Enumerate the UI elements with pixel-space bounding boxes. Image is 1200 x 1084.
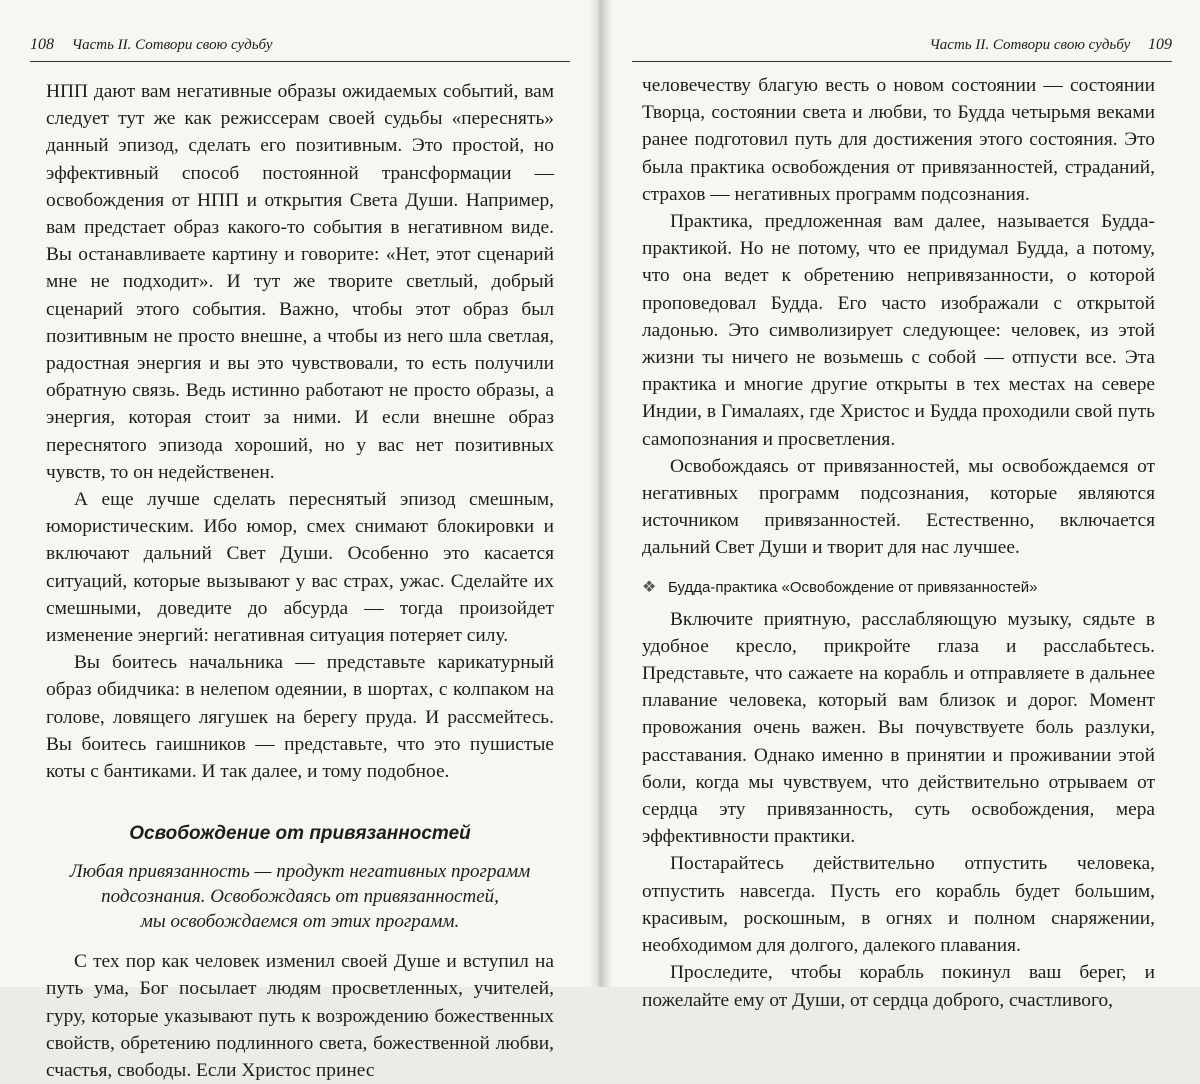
- epigraph-line: подсознания. Освобождаясь от привязанностей,: [101, 886, 499, 908]
- page-number-right: 109: [1148, 36, 1172, 53]
- paragraph: Вы боитесь начальника — представьте карикатурный образ обидчика: в нелепом одеянии, в шортах, с колпаком на голове, ловящего лягушек на берегу пруда. И рассмейтесь. Вы боитесь гаишников — представьте, что это пушистые коты с бантиками. И так далее, и тому подобное.: [46, 652, 554, 783]
- left-body-text: [46, 78, 554, 1084]
- right-body-text: [642, 72, 1155, 1014]
- paragraph: человечеству благую весть о новом состоянии — состоянии Творца, состоянии света и любви, то Будда четырьмя веками ранее подготовил путь для достижения этого состояния. Это была практика освобождения от привязанностей, страданий, страхов — негативных программ подсознания.: [642, 75, 1155, 205]
- practice-heading-text: Будда-практика «Освобождение от привязанностей»: [668, 578, 1038, 596]
- paragraph: Постарайтесь действительно отпустить человека, отпустить навсегда. Пусть его корабль будет большим, красивым, роскошным, в огнях и полном снаряжении, необходимом для долгого, далекого плавания.: [642, 853, 1155, 957]
- paragraph: Проследите, чтобы корабль покинул ваш берег, и пожелайте ему от Души, от сердца доброго, счастливого,: [642, 962, 1155, 1011]
- ornament-icon: ❖: [642, 578, 657, 596]
- paragraph: А еще лучше сделать переснятый эпизод смешным, юмористическим. Ибо юмор, смех снимают блокировки и включают дальний Свет Души. Особенно это касается ситуаций, которые вызывают у вас страх, ужас. Сделайте их смешными, доведите до абсурда — тогда произойдет изменение энергий: негативная ситуация потеряет силу.: [46, 489, 554, 647]
- running-head-title-left: Часть II. Сотвори свою судьбу: [71, 37, 273, 53]
- running-head-left: [30, 36, 570, 62]
- practice-heading: [642, 576, 1155, 600]
- left-page: [0, 0, 598, 1082]
- section-heading: Освобождение от привязанностей: [129, 823, 471, 845]
- running-head-right: [632, 36, 1172, 62]
- paragraph: НПП дают вам негативные образы ожидаемых событий, вам следует тут же как режиссерам своей судьбы «переснять» данный эпизод, сделать его позитивным. Это простой, но эффективный способ постоянной трансформации — освобождения от НПП и открытия Света Души. Например, вам предстает образ какого-то события в негативном виде. Вы останавливаете картину и говорите: «Нет, этот сценарий мне не подходит». И тут же творите светлый, добрый сценарий этого события. Важно, чтобы этот образ был позитивным не просто внешне, а чтобы из него шла светлая, радостная энергия и вы это чувствовали, то есть получили обратную связь. Ведь истинно работают не просто образы, а энергия, которая стоит за ними. И если внешне образ переснятого эпизода хороший, но у вас нет позитивных чувств, то он недейственен.: [46, 81, 554, 483]
- epigraph-line: мы освобождаемся от этих программ.: [140, 911, 460, 933]
- page-number-left: 108: [30, 36, 54, 53]
- epigraph: [46, 859, 554, 934]
- paragraph: Практика, предложенная вам далее, называется Будда-практикой. Но не потому, что ее придумал Будда, а потому, что она ведет к обретению непривязанности, о которой проповедовал Будда. Его часто изображали с открытой ладонью. Это символизирует следующее: человек, из этой жизни ты ничего не возьмешь с собой — отпусти все. Эта практика и многие другие открыты в тех местах на севере Индии, в Гималаях, где Христос и Будда проходили свой путь самопознания и просветления.: [642, 211, 1155, 450]
- epigraph-line: Любая привязанность — продукт негативных программ: [69, 861, 531, 883]
- paragraph: Включите приятную, расслабляющую музыку, сядьте в удобное кресло, прикройте глаза и расслабьтесь. Представьте, что сажаете на корабль и отправляете в дальнее плавание человека, который вам близок и дорог. Момент провожания очень важен. Вы почувствуете боль разлуки, расставания. Однако именно в принятии и проживании этой боли, когда мы чувствуем, что действительно отрываем от сердца эту привязанность, суть освобождения, мера эффективности практики.: [642, 608, 1155, 848]
- right-page: [602, 0, 1200, 1011]
- running-head-title-right: Часть II. Сотвори свою судьбу: [929, 37, 1131, 53]
- paragraph: С тех пор как человек изменил своей Душе и вступил на путь ума, Бог посылает людям просветленных, учителей, гуру, которые указывают путь к возрождению божественных свойств, обретению подлинного света, божественной любви, счастья, свободы. Если Христос принес: [46, 951, 554, 1082]
- book-gutter: [590, 0, 612, 987]
- paragraph: Освобождаясь от привязанностей, мы освобождаемся от негативных программ подсознания, которые являются источником привязанностей. Естественно, включается дальний Свет Души и творит для нас лучшее.: [642, 455, 1155, 559]
